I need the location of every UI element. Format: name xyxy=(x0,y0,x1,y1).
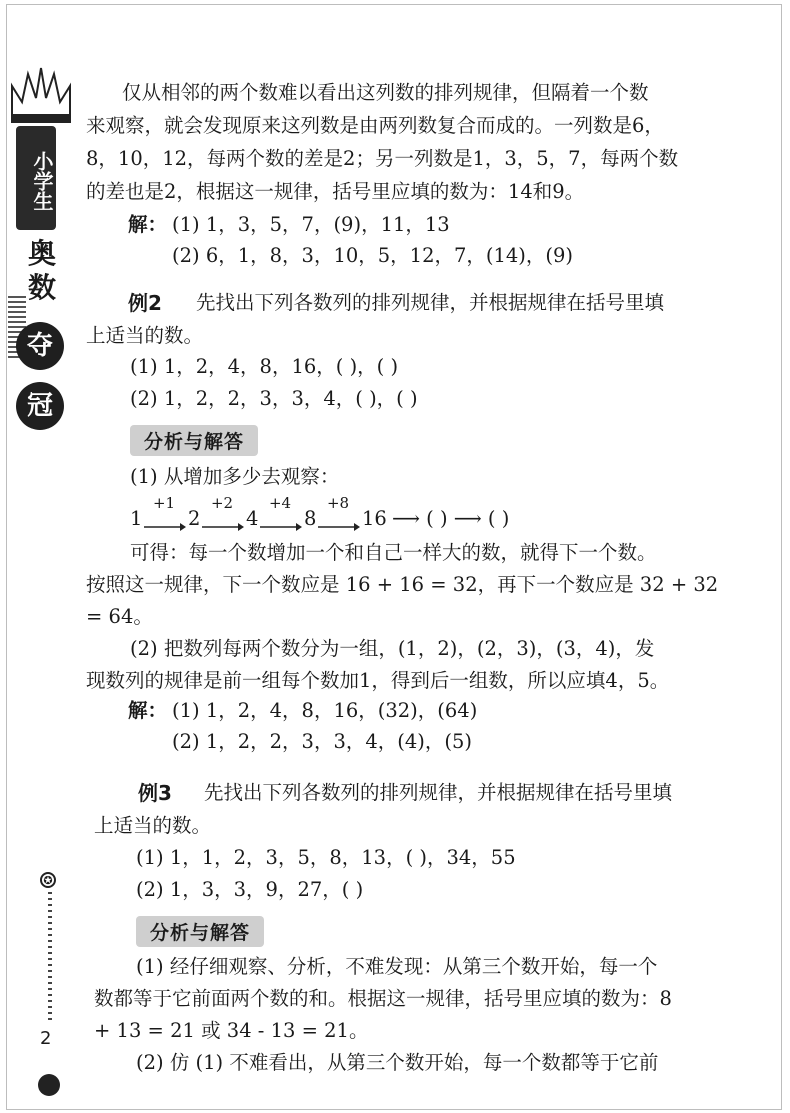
swirl-icon xyxy=(38,1074,60,1096)
analysis-3-line-2: 数都等于它前面两个数的和。根据这一规律，括号里应填的数为：8 xyxy=(94,987,672,1010)
side-title: 小学生 xyxy=(16,126,56,230)
analysis-2-line-4: = 64。 xyxy=(86,605,153,628)
example-3-line-1: 先找出下列各数列的排列规律，并根据规律在括号里填 xyxy=(204,781,673,804)
seq-inc: +8 xyxy=(326,494,350,512)
analysis-tag-1: 分析与解答 xyxy=(130,425,258,456)
star-icon: ✪ xyxy=(40,872,56,888)
solution-1-label: 解： xyxy=(128,213,168,236)
solution-2-line-2: (2) 1，2，2，3，3，4，(4)，(5) xyxy=(172,730,473,753)
example-3-item-1: (1) 1，1，2，3，5，8，13，( )，34，55 xyxy=(136,846,516,869)
seq-tail: ⟶ ( ) ⟶ ( ) xyxy=(392,507,510,530)
side-circle-guan: 冠 xyxy=(16,382,64,430)
p1-line-3: 8，10，12，每两个数的差是2；另一列数是1，3，5，7，每两个数 xyxy=(86,147,679,170)
p1-line-1: 仅从相邻的两个数难以看出这列数的排列规律，但隔着一个数 xyxy=(122,81,649,104)
page-number: 2 xyxy=(40,1028,52,1049)
seq-num: 1 xyxy=(130,507,143,530)
example-3-line-2: 上适当的数。 xyxy=(94,814,212,837)
analysis-2-line-5: (2) 把数列每两个数分为一组，(1，2)，(2，3)，(3，4)，发 xyxy=(130,637,655,660)
side-char-ao: 奥 xyxy=(27,237,56,270)
example-2-label: 例2 xyxy=(128,291,162,315)
sequence-diagram xyxy=(130,494,630,534)
solution-1-line-2: (2) 6，1，8，3，10，5，12，7，(14)，(9) xyxy=(172,244,574,267)
seq-inc: +4 xyxy=(268,494,292,512)
analysis-3-line-3: + 13 = 21 或 34 - 13 = 21。 xyxy=(94,1019,369,1042)
arrow-icon xyxy=(260,516,302,535)
analysis-2-line-1: (1) 从增加多少去观察： xyxy=(130,465,340,488)
seq-inc: +2 xyxy=(210,494,234,512)
example-2-line-2: 上适当的数。 xyxy=(86,324,204,347)
solution-2-line-1: (1) 1，2，4，8，16，(32)，(64) xyxy=(172,699,478,722)
arrow-icon xyxy=(318,516,360,535)
example-3-label: 例3 xyxy=(138,781,172,805)
seq-num: 2 xyxy=(188,507,201,530)
crown-icon xyxy=(10,66,72,128)
example-2-item-1: (1) 1，2，4，8，16，( )，( ) xyxy=(130,355,399,378)
seq-num: 4 xyxy=(246,507,259,530)
p1-line-4: 的差也是2，根据这一规律，括号里应填的数为：14和9。 xyxy=(86,180,585,203)
seq-num: 16 xyxy=(362,507,387,530)
seq-num: 8 xyxy=(304,507,317,530)
example-3-item-2: (2) 1，3，3，9，27，( ) xyxy=(136,878,364,901)
analysis-2-line-6: 现数列的规律是前一组每个数加1，得到后一组数，所以应填4，5。 xyxy=(86,669,670,692)
analysis-3-line-4: (2) 仿 (1) 不难看出，从第三个数开始，每一个数都等于它前 xyxy=(136,1051,659,1074)
analysis-2-line-2: 可得：每一个数增加一个和自己一样大的数，就得下一个数。 xyxy=(130,541,657,564)
analysis-3-line-1: (1) 经仔细观察、分析，不难发现：从第三个数开始，每一个 xyxy=(136,955,658,978)
analysis-tag-2: 分析与解答 xyxy=(136,916,264,947)
solution-2-label: 解： xyxy=(128,699,168,722)
p1-line-2: 来观察，就会发现原来这列数是由两列数复合而成的。一列数是6， xyxy=(86,114,664,137)
analysis-2-line-3: 按照这一规律，下一个数应是 16 + 16 = 32，再下一个数应是 32 + 32 xyxy=(86,573,719,596)
example-2-line-1: 先找出下列各数列的排列规律，并根据规律在括号里填 xyxy=(196,291,665,314)
arrow-icon xyxy=(202,516,244,535)
arrow-icon xyxy=(144,516,186,535)
seq-inc: +1 xyxy=(152,494,176,512)
dotted-line xyxy=(48,892,52,1022)
side-circle-duo: 夺 xyxy=(16,322,64,370)
example-2-item-2: (2) 1，2，2，3，3，4，( )，( ) xyxy=(130,387,418,410)
side-char-shu: 数 xyxy=(27,271,56,304)
solution-1-line-1: (1) 1，3，5，7，(9)，11，13 xyxy=(172,213,450,236)
